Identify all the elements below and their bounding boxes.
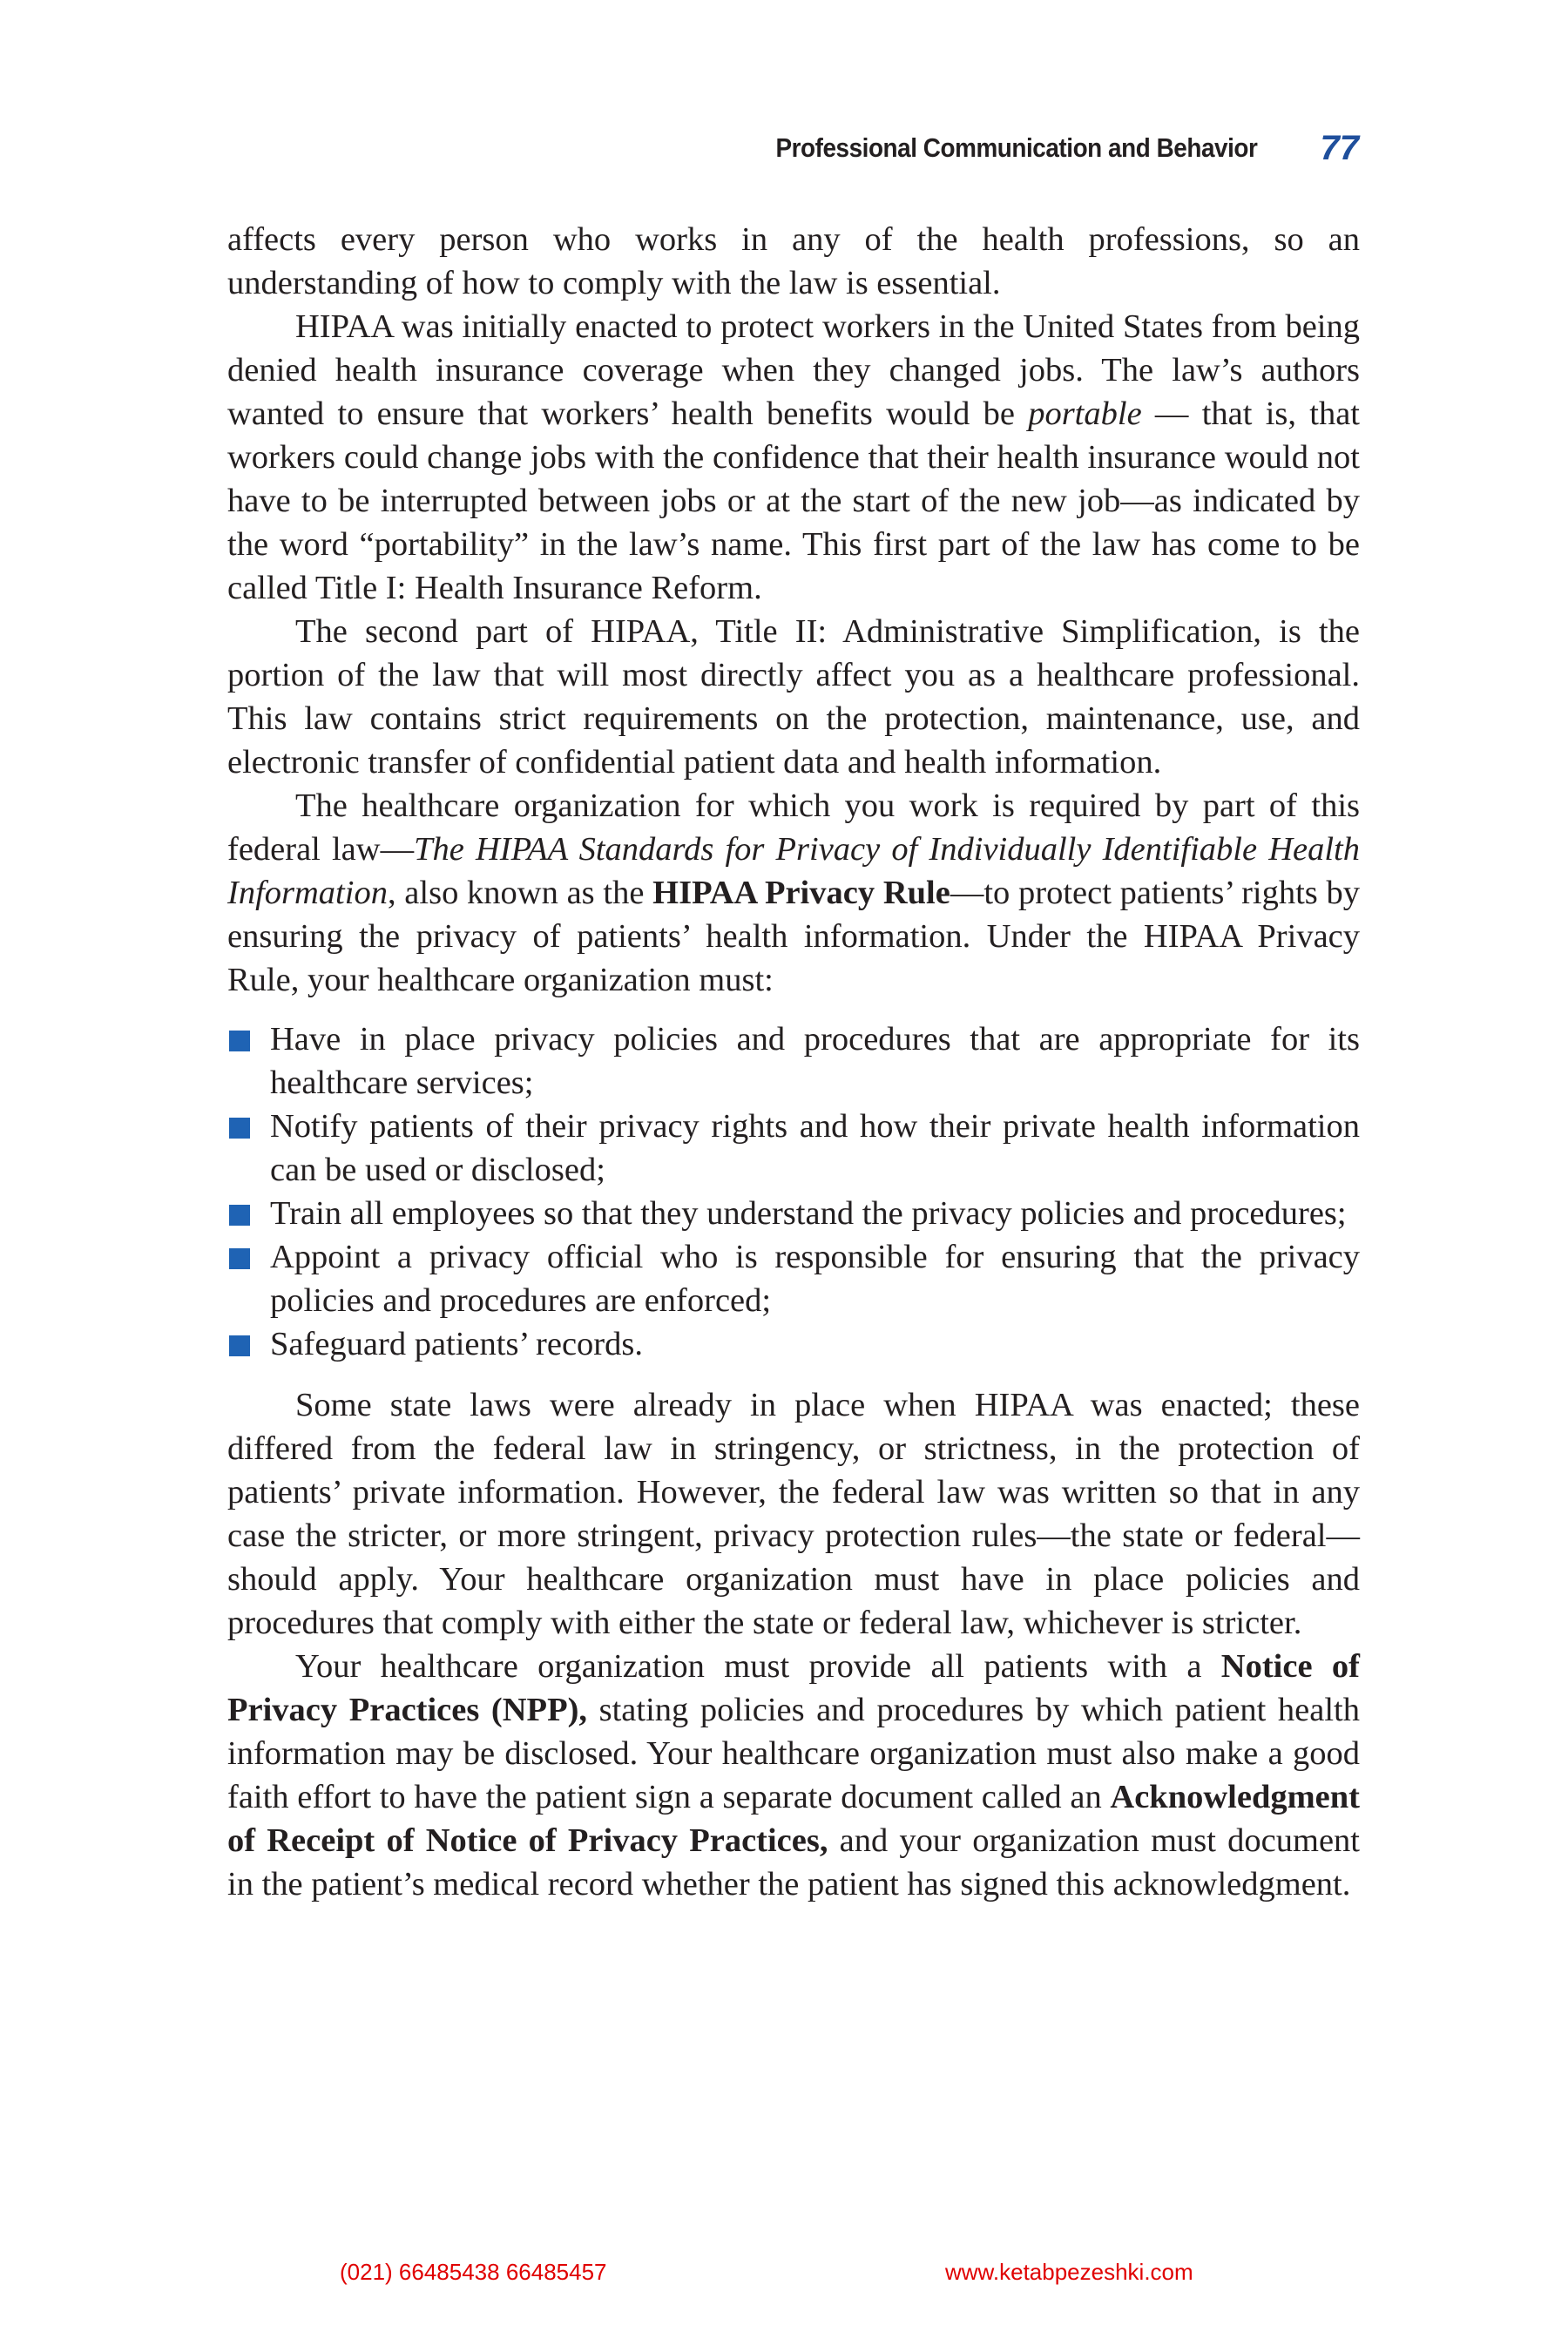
square-bullet-icon bbox=[229, 1031, 250, 1051]
paragraph-6-text-middle: stating policies and procedures by which patient health information may be disclosed. Your healthcare organization must also make a good faith effort to have the patient sign a separate document called an bbox=[227, 1692, 1360, 1815]
paragraph-5-text: Some state laws were already in place when HIPAA was enacted; these differed from the federal law in stringency, or strictness, in the protection of patients’ private information. However, the federal law was written so that in any case the stricter, or more stringent, privacy protection rules—the state or federal—should apply. Your healthcare organization must have in place policies and procedures that comply with either the state or federal law, whichever is stricter. bbox=[227, 1387, 1360, 1641]
square-bullet-icon bbox=[229, 1248, 250, 1269]
acknowledgment-term: Acknowledgment of Receipt of Notice of Privacy Practices, bbox=[227, 1779, 1360, 1859]
footer-website-link[interactable]: www.ketabpezeshki.com bbox=[945, 2259, 1193, 2285]
paragraph-2 bbox=[227, 305, 1360, 610]
square-bullet-icon bbox=[229, 1335, 250, 1356]
requirements-list bbox=[227, 1017, 1360, 1366]
page-number: 77 bbox=[1320, 128, 1359, 167]
npp-term: Notice of Privacy Practices (NPP), bbox=[227, 1648, 1360, 1728]
standards-title: The HIPAA Standards for Privacy of Individually Identifiable Health Information bbox=[227, 831, 1360, 911]
list-item bbox=[227, 1235, 1360, 1322]
paragraph-6 bbox=[227, 1645, 1360, 1906]
paragraph-4-text-middle: , also known as the bbox=[387, 875, 653, 911]
running-title: Professional Communication and Behavior bbox=[775, 132, 1258, 163]
list-item-text: Notify patients of their privacy rights and how their private health information can be used or disclosed; bbox=[270, 1108, 1360, 1188]
footer-phone: (021) 66485438 66485457 bbox=[340, 2259, 607, 2285]
list-item bbox=[227, 1105, 1360, 1192]
paragraph-6-text-start: Your healthcare organization must provide all patients with a bbox=[295, 1648, 1221, 1685]
privacy-rule-term: HIPAA Privacy Rule bbox=[652, 875, 950, 911]
paragraph-5 bbox=[227, 1383, 1360, 1645]
running-head bbox=[679, 126, 1359, 170]
paragraph-1-text: affects every person who works in any of the health professions, so an understanding of how to comply with the law is essential. bbox=[227, 221, 1360, 301]
square-bullet-icon bbox=[229, 1118, 250, 1139]
list-item bbox=[227, 1017, 1360, 1105]
square-bullet-icon bbox=[229, 1205, 250, 1226]
list-item-text: Have in place privacy policies and procedures that are appropriate for its healthcare services; bbox=[270, 1021, 1360, 1101]
list-item-text: Train all employees so that they understand the privacy policies and procedures; bbox=[270, 1195, 1347, 1232]
list-item bbox=[227, 1322, 1360, 1366]
paragraph-3 bbox=[227, 610, 1360, 784]
list-item-text: Appoint a privacy official who is responsible for ensuring that the privacy policies and procedures are enforced; bbox=[270, 1239, 1360, 1319]
paragraph-2-text-end: — that is, that workers could change jobs with the confidence that their health insurance would not have to be interrupted between jobs or at the start of the new job—as indicated by the word “portability” in the law’s name. This first part of the law has come to be called Title I: Health Insurance Reform. bbox=[227, 395, 1360, 606]
paragraph-4-text-start: The healthcare organization for which you work is required by part of this federal law— bbox=[227, 787, 1360, 868]
paragraph-4 bbox=[227, 784, 1360, 1002]
body-text bbox=[227, 218, 1360, 1906]
paragraph-2-text-start: HIPAA was initially enacted to protect workers in the United States from being denied health insurance coverage when they changed jobs. The law’s authors wanted to ensure that workers’ health benefits would be bbox=[227, 308, 1360, 432]
list-item-text: Safeguard patients’ records. bbox=[270, 1326, 643, 1362]
paragraph-4-text-end: —to protect patients’ rights by ensuring the privacy of patients’ health information. Under the HIPAA Privacy Rule, your healthcare organization must: bbox=[227, 875, 1360, 998]
paragraph-3-text: The second part of HIPAA, Title II: Administrative Simplification, is the portion of the law that will most directly affect you as a healthcare professional. This law contains strict requirements on the protection, maintenance, use, and electronic transfer of confidential patient data and health information. bbox=[227, 613, 1360, 781]
portable-term: portable bbox=[1028, 395, 1142, 432]
paragraph-6-text-end: and your organization must document in the patient’s medical record whether the patient has signed this acknowledgment. bbox=[227, 1822, 1360, 1903]
footer bbox=[0, 2259, 1568, 2285]
paragraph-1 bbox=[227, 218, 1360, 305]
list-item bbox=[227, 1192, 1360, 1235]
